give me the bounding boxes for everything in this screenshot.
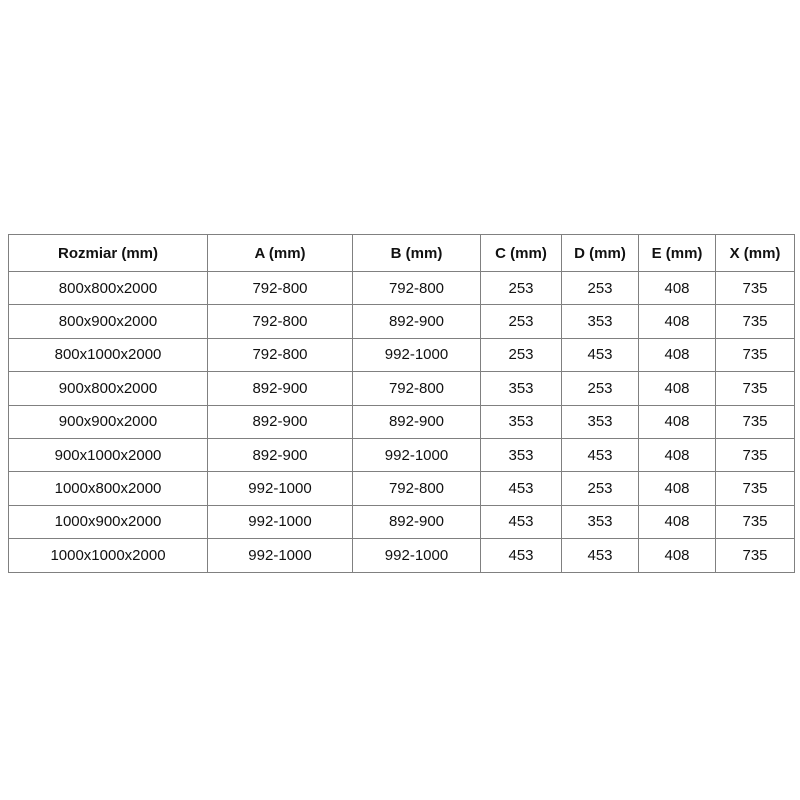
table-cell: 253 [562,472,639,505]
table-cell: 792-800 [353,372,481,405]
table-cell: 992-1000 [208,472,353,505]
table-cell: 735 [716,405,795,438]
table-row [9,305,795,338]
table-cell: 892-900 [353,405,481,438]
table-cell: 408 [639,305,716,338]
table-row [9,472,795,505]
table-cell: 408 [639,539,716,572]
table-cell: 735 [716,272,795,305]
table-cell: 735 [716,505,795,538]
table-cell: 800x800x2000 [9,272,208,305]
table-cell: 353 [562,405,639,438]
table-cell: 735 [716,438,795,471]
header-cell-e: E (mm) [639,235,716,272]
table-cell: 353 [562,305,639,338]
header-cell-d: D (mm) [562,235,639,272]
header-cell-a: A (mm) [208,235,353,272]
table-cell: 992-1000 [353,539,481,572]
table-cell: 892-900 [208,372,353,405]
table-cell: 253 [481,272,562,305]
table-row [9,405,795,438]
table-cell: 735 [716,539,795,572]
table-cell: 800x900x2000 [9,305,208,338]
table-cell: 453 [481,472,562,505]
table-cell: 353 [481,372,562,405]
table-cell: 735 [716,338,795,371]
table-row [9,372,795,405]
table-cell: 900x1000x2000 [9,438,208,471]
table-cell: 892-900 [353,505,481,538]
table-cell: 1000x800x2000 [9,472,208,505]
table-cell: 892-900 [353,305,481,338]
table-cell: 353 [481,438,562,471]
table-cell: 408 [639,405,716,438]
table-cell: 1000x900x2000 [9,505,208,538]
table-cell: 992-1000 [353,438,481,471]
table-cell: 253 [481,305,562,338]
size-spec-table [8,234,795,573]
table-cell: 792-800 [208,272,353,305]
table-cell: 408 [639,472,716,505]
table-cell: 408 [639,372,716,405]
table-cell: 992-1000 [353,338,481,371]
table-cell: 892-900 [208,438,353,471]
header-cell-c: C (mm) [481,235,562,272]
table-cell: 900x800x2000 [9,372,208,405]
table-row [9,438,795,471]
table-cell: 353 [562,505,639,538]
header-cell-x: X (mm) [716,235,795,272]
table-cell: 992-1000 [208,539,353,572]
table-cell: 453 [481,539,562,572]
table-cell: 453 [562,438,639,471]
table-cell: 792-800 [208,305,353,338]
table-cell: 900x900x2000 [9,405,208,438]
header-row [9,235,795,272]
header-cell-b: B (mm) [353,235,481,272]
table-cell: 735 [716,305,795,338]
table-cell: 992-1000 [208,505,353,538]
table-cell: 253 [562,372,639,405]
table-row [9,272,795,305]
table-row [9,338,795,371]
table-cell: 453 [481,505,562,538]
table-cell: 408 [639,505,716,538]
table-cell: 253 [481,338,562,371]
table-cell: 792-800 [353,472,481,505]
table-row [9,539,795,572]
table-row [9,505,795,538]
table-cell: 735 [716,372,795,405]
table-cell: 353 [481,405,562,438]
table-cell: 892-900 [208,405,353,438]
table-cell: 1000x1000x2000 [9,539,208,572]
table-cell: 253 [562,272,639,305]
table-cell: 800x1000x2000 [9,338,208,371]
table-cell: 453 [562,338,639,371]
table-cell: 408 [639,338,716,371]
table-cell: 408 [639,272,716,305]
table-cell: 792-800 [353,272,481,305]
table-cell: 453 [562,539,639,572]
header-cell-rozmiar: Rozmiar (mm) [9,235,208,272]
table-cell: 735 [716,472,795,505]
table-cell: 792-800 [208,338,353,371]
table-cell: 408 [639,438,716,471]
